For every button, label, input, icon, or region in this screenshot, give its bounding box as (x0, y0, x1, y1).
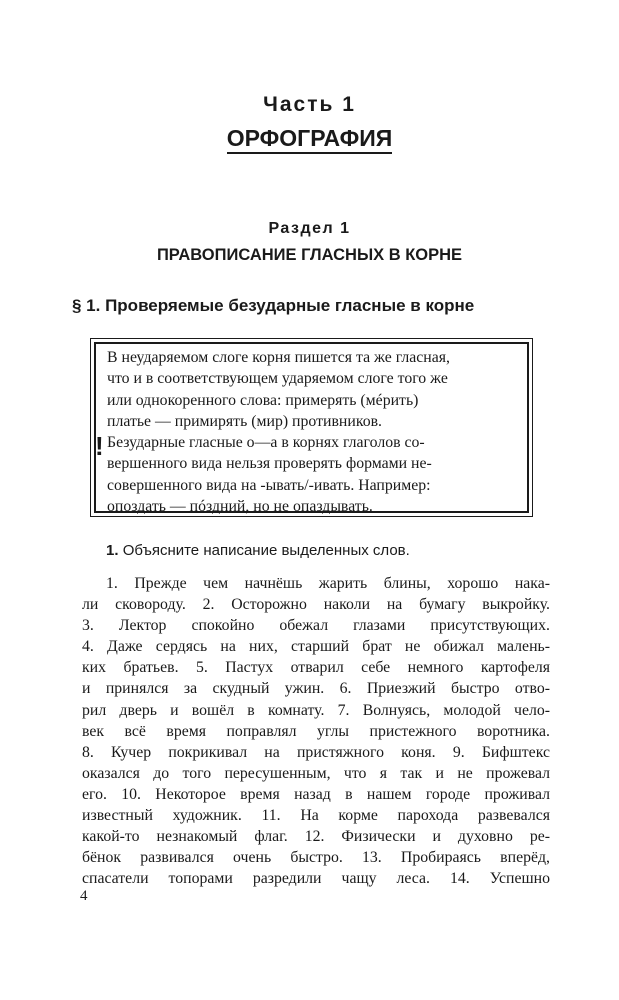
exercise-line: 4. Даже сердясь на них, старший брат не обижал малень- (82, 638, 550, 656)
rule-text (107, 347, 512, 517)
exercise-line: 1. Прежде чем начнёшь жарить блины, хорошо нака- (106, 575, 550, 592)
rule-line: совершенного вида на -ывать/-ивать. Например: (107, 476, 431, 494)
exclamation-icon: ! (95, 431, 104, 461)
rule-line: опоздать — пóздний, но не опаздывать. (107, 498, 373, 516)
rule-box (90, 338, 533, 517)
task-number: 1. (106, 542, 119, 559)
exercise-line: и принялся за скудный ужин. 6. Приезжий быстро отво- (82, 680, 550, 698)
exercise-line: оказался до того пересушенным, что я так и не прожевал (82, 764, 550, 782)
exercise-text (82, 573, 550, 889)
exercise-line: какой-то незнакомый флаг. 12. Физически и духовно ре- (82, 828, 550, 846)
rule-line: Безударные гласные о—а в корнях глаголов со- (107, 434, 425, 452)
section-title: ПРАВОПИСАНИЕ ГЛАСНЫХ В КОРНЕ (156, 246, 463, 264)
exercise-line: 3. Лектор спокойно обежал глазами присутствующих. (82, 617, 550, 635)
rule-line: или однокоренного слова: примерять (мéрить) (107, 391, 419, 409)
exercise-line: ли сковороду. 2. Осторожно наколи на бумагу выкройку. (82, 596, 550, 614)
exercise-line: известный художник. 11. На корме парохода развевался (82, 807, 550, 825)
exercise-line: ких братьев. 5. Пастух отварил себе немного картофеля (82, 659, 550, 677)
task-heading (106, 542, 410, 559)
rule-line: платье — примирять (мир) противников. (107, 412, 382, 430)
paragraph-title: § 1. Проверяемые безударные гласные в корне (72, 296, 475, 315)
exercise-line: рил дверь и вошёл в комнату. 7. Волнуясь, молодой чело- (82, 701, 550, 719)
exercise-line: век всё время поправлял углы пристежного воротника. (82, 722, 550, 740)
part-label: Часть 1 (263, 93, 356, 116)
exercise-line: бёнок развивался очень быстро. 13. Пробираясь вперёд, (82, 849, 550, 867)
rule-line: В неударяемом слоге корня пишется та же гласная, (107, 349, 450, 366)
exercise-line: его. 10. Некоторое время назад в нашем городе проживал (82, 785, 550, 803)
rule-line: что и в соответствующем ударяемом слоге того же (107, 370, 448, 388)
task-text: Объясните написание выделенных слов. (122, 542, 410, 559)
rule-line: вершенного вида нельзя проверять формами не- (107, 455, 432, 473)
section-label: Раздел 1 (268, 220, 351, 237)
part-title: ОРФОГРАФИЯ (0, 125, 619, 152)
page-number: 4 (80, 888, 88, 904)
exercise-line: 8. Кучер покрикивал на пристяжного коня. 9. Бифштекс (82, 743, 550, 761)
exercise-line: спасатели топорами разредили чащу леса. 14. Успешно (82, 870, 550, 888)
